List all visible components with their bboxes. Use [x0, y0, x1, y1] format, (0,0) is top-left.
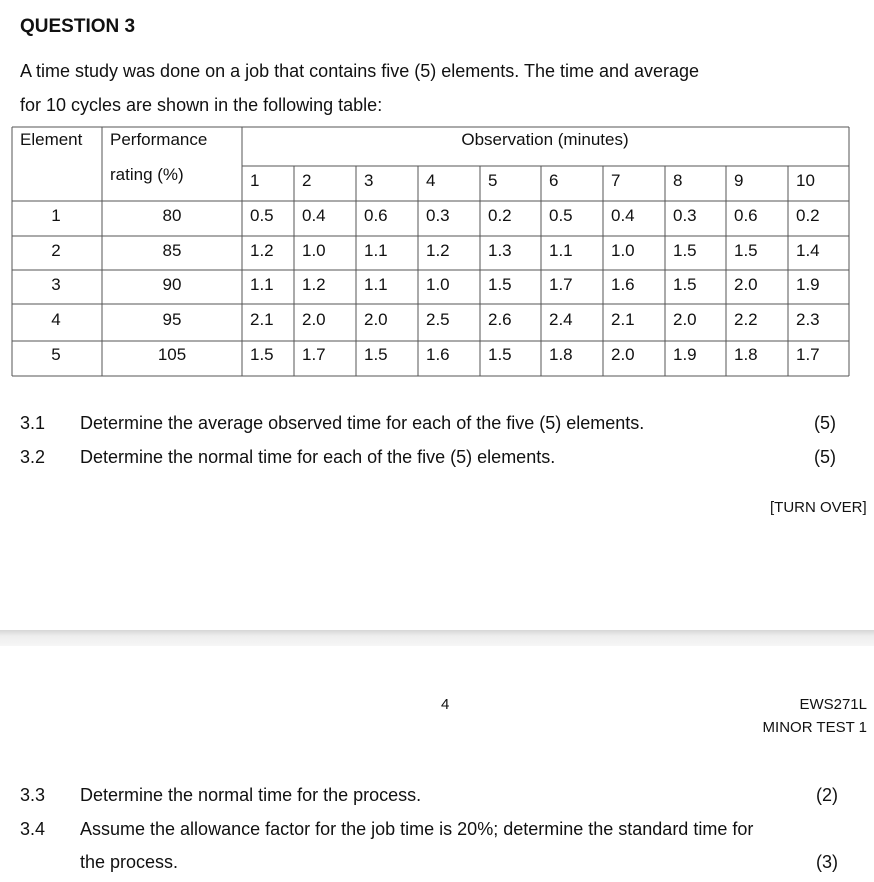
- observation-value: 1.1: [549, 241, 573, 260]
- observation-value: 1.2: [302, 275, 326, 294]
- observation-value: 0.5: [250, 206, 274, 225]
- observation-value: 0.6: [364, 206, 388, 225]
- page-separator: [0, 630, 874, 646]
- element-number: 1: [51, 206, 61, 225]
- observation-value: 2.6: [488, 310, 512, 329]
- observation-value: 0.6: [734, 206, 758, 225]
- cycle-number: 5: [488, 171, 498, 190]
- cycle-number: 4: [426, 171, 436, 190]
- observation-value: 1.5: [488, 275, 512, 294]
- observation-value: 0.4: [302, 206, 326, 225]
- cycle-number: 2: [302, 171, 312, 190]
- question-marks: (3): [816, 852, 838, 872]
- observation-value: 2.1: [250, 310, 274, 329]
- cycle-number: 10: [796, 171, 815, 190]
- observation-value: 1.7: [549, 275, 573, 294]
- observation-value: 0.2: [796, 206, 820, 225]
- question-text: Assume the allowance factor for the job time is 20%; determine the standard time for: [80, 819, 754, 839]
- observation-value: 1.7: [302, 345, 326, 364]
- observation-value: 1.1: [364, 241, 388, 260]
- observation-value: 1.1: [250, 275, 274, 294]
- observation-value: 2.1: [611, 310, 635, 329]
- observation-value: 2.0: [734, 275, 758, 294]
- test-name: MINOR TEST 1: [762, 719, 867, 736]
- observation-value: 1.5: [364, 345, 388, 364]
- observation-value: 0.5: [549, 206, 573, 225]
- intro-line-2: for 10 cycles are shown in the following table:: [20, 95, 383, 115]
- question-text: Determine the average observed time for each of the five (5) elements.: [80, 413, 645, 433]
- observation-value: 1.4: [796, 241, 820, 260]
- question-number: 3.3: [20, 785, 46, 805]
- cycle-number: 9: [734, 171, 744, 190]
- question-heading: QUESTION 3: [20, 16, 136, 37]
- observation-value: 1.7: [796, 345, 820, 364]
- observation-value: 1.9: [673, 345, 697, 364]
- question-marks: (2): [816, 785, 838, 805]
- observation-value: 0.4: [611, 206, 635, 225]
- cycle-number: 3: [364, 171, 374, 190]
- element-number: 2: [51, 241, 61, 260]
- observation-value: 1.8: [549, 345, 573, 364]
- observation-value: 2.0: [611, 345, 635, 364]
- cycle-number: 6: [549, 171, 559, 190]
- observation-value: 1.5: [734, 241, 758, 260]
- course-code: EWS271L: [799, 696, 867, 713]
- question-number: 3.1: [20, 413, 46, 433]
- performance-rating: 90: [162, 275, 182, 294]
- performance-rating: 80: [162, 206, 182, 225]
- element-number: 3: [51, 275, 61, 294]
- observation-value: 2.3: [796, 310, 820, 329]
- performance-rating: 85: [162, 241, 182, 260]
- performance-rating: 95: [162, 310, 182, 329]
- element-number: 5: [51, 345, 61, 364]
- observation-value: 2.2: [734, 310, 758, 329]
- intro-line-1: A time study was done on a job that contains five (5) elements. The time and average: [20, 61, 700, 81]
- question-number: 3.2: [20, 447, 46, 467]
- turn-over-label: [TURN OVER]: [770, 499, 867, 516]
- observation-value: 2.0: [673, 310, 697, 329]
- observation-value: 1.9: [796, 275, 820, 294]
- question-marks: (5): [814, 413, 836, 433]
- header-performance-rating: rating (%): [110, 165, 184, 184]
- element-number: 4: [51, 310, 61, 329]
- observation-value: 2.5: [426, 310, 450, 329]
- question-number: 3.4: [20, 819, 46, 839]
- observation-value: 2.4: [549, 310, 573, 329]
- observation-value: 0.3: [673, 206, 697, 225]
- observation-value: 1.2: [250, 241, 274, 260]
- cycle-number: 1: [250, 171, 260, 190]
- observation-value: 1.2: [426, 241, 450, 260]
- observation-value: 1.6: [611, 275, 635, 294]
- observation-value: 1.5: [673, 275, 697, 294]
- observation-value: 2.0: [302, 310, 326, 329]
- observation-value: 1.5: [673, 241, 697, 260]
- question-marks: (5): [814, 447, 836, 467]
- cycle-number: 8: [673, 171, 683, 190]
- observation-value: 1.1: [364, 275, 388, 294]
- question-text: Determine the normal time for each of the five (5) elements.: [80, 447, 556, 467]
- header-performance: Performance: [110, 130, 208, 149]
- performance-rating: 105: [157, 345, 187, 364]
- observation-value: 1.5: [488, 345, 512, 364]
- cycle-number: 7: [611, 171, 621, 190]
- observation-value: 1.0: [426, 275, 450, 294]
- observation-value: 1.0: [611, 241, 635, 260]
- header-element: Element: [20, 130, 83, 149]
- observation-value: 0.3: [426, 206, 450, 225]
- header-observation: Observation (minutes): [461, 130, 629, 149]
- question-text-continued: the process.: [80, 852, 179, 872]
- question-text: Determine the normal time for the process.: [80, 785, 422, 805]
- observation-value: 0.2: [488, 206, 512, 225]
- observation-value: 1.8: [734, 345, 758, 364]
- observation-value: 1.6: [426, 345, 450, 364]
- observation-value: 2.0: [364, 310, 388, 329]
- page-number: 4: [441, 696, 450, 713]
- observation-value: 1.3: [488, 241, 512, 260]
- observation-value: 1.0: [302, 241, 326, 260]
- observation-value: 1.5: [250, 345, 274, 364]
